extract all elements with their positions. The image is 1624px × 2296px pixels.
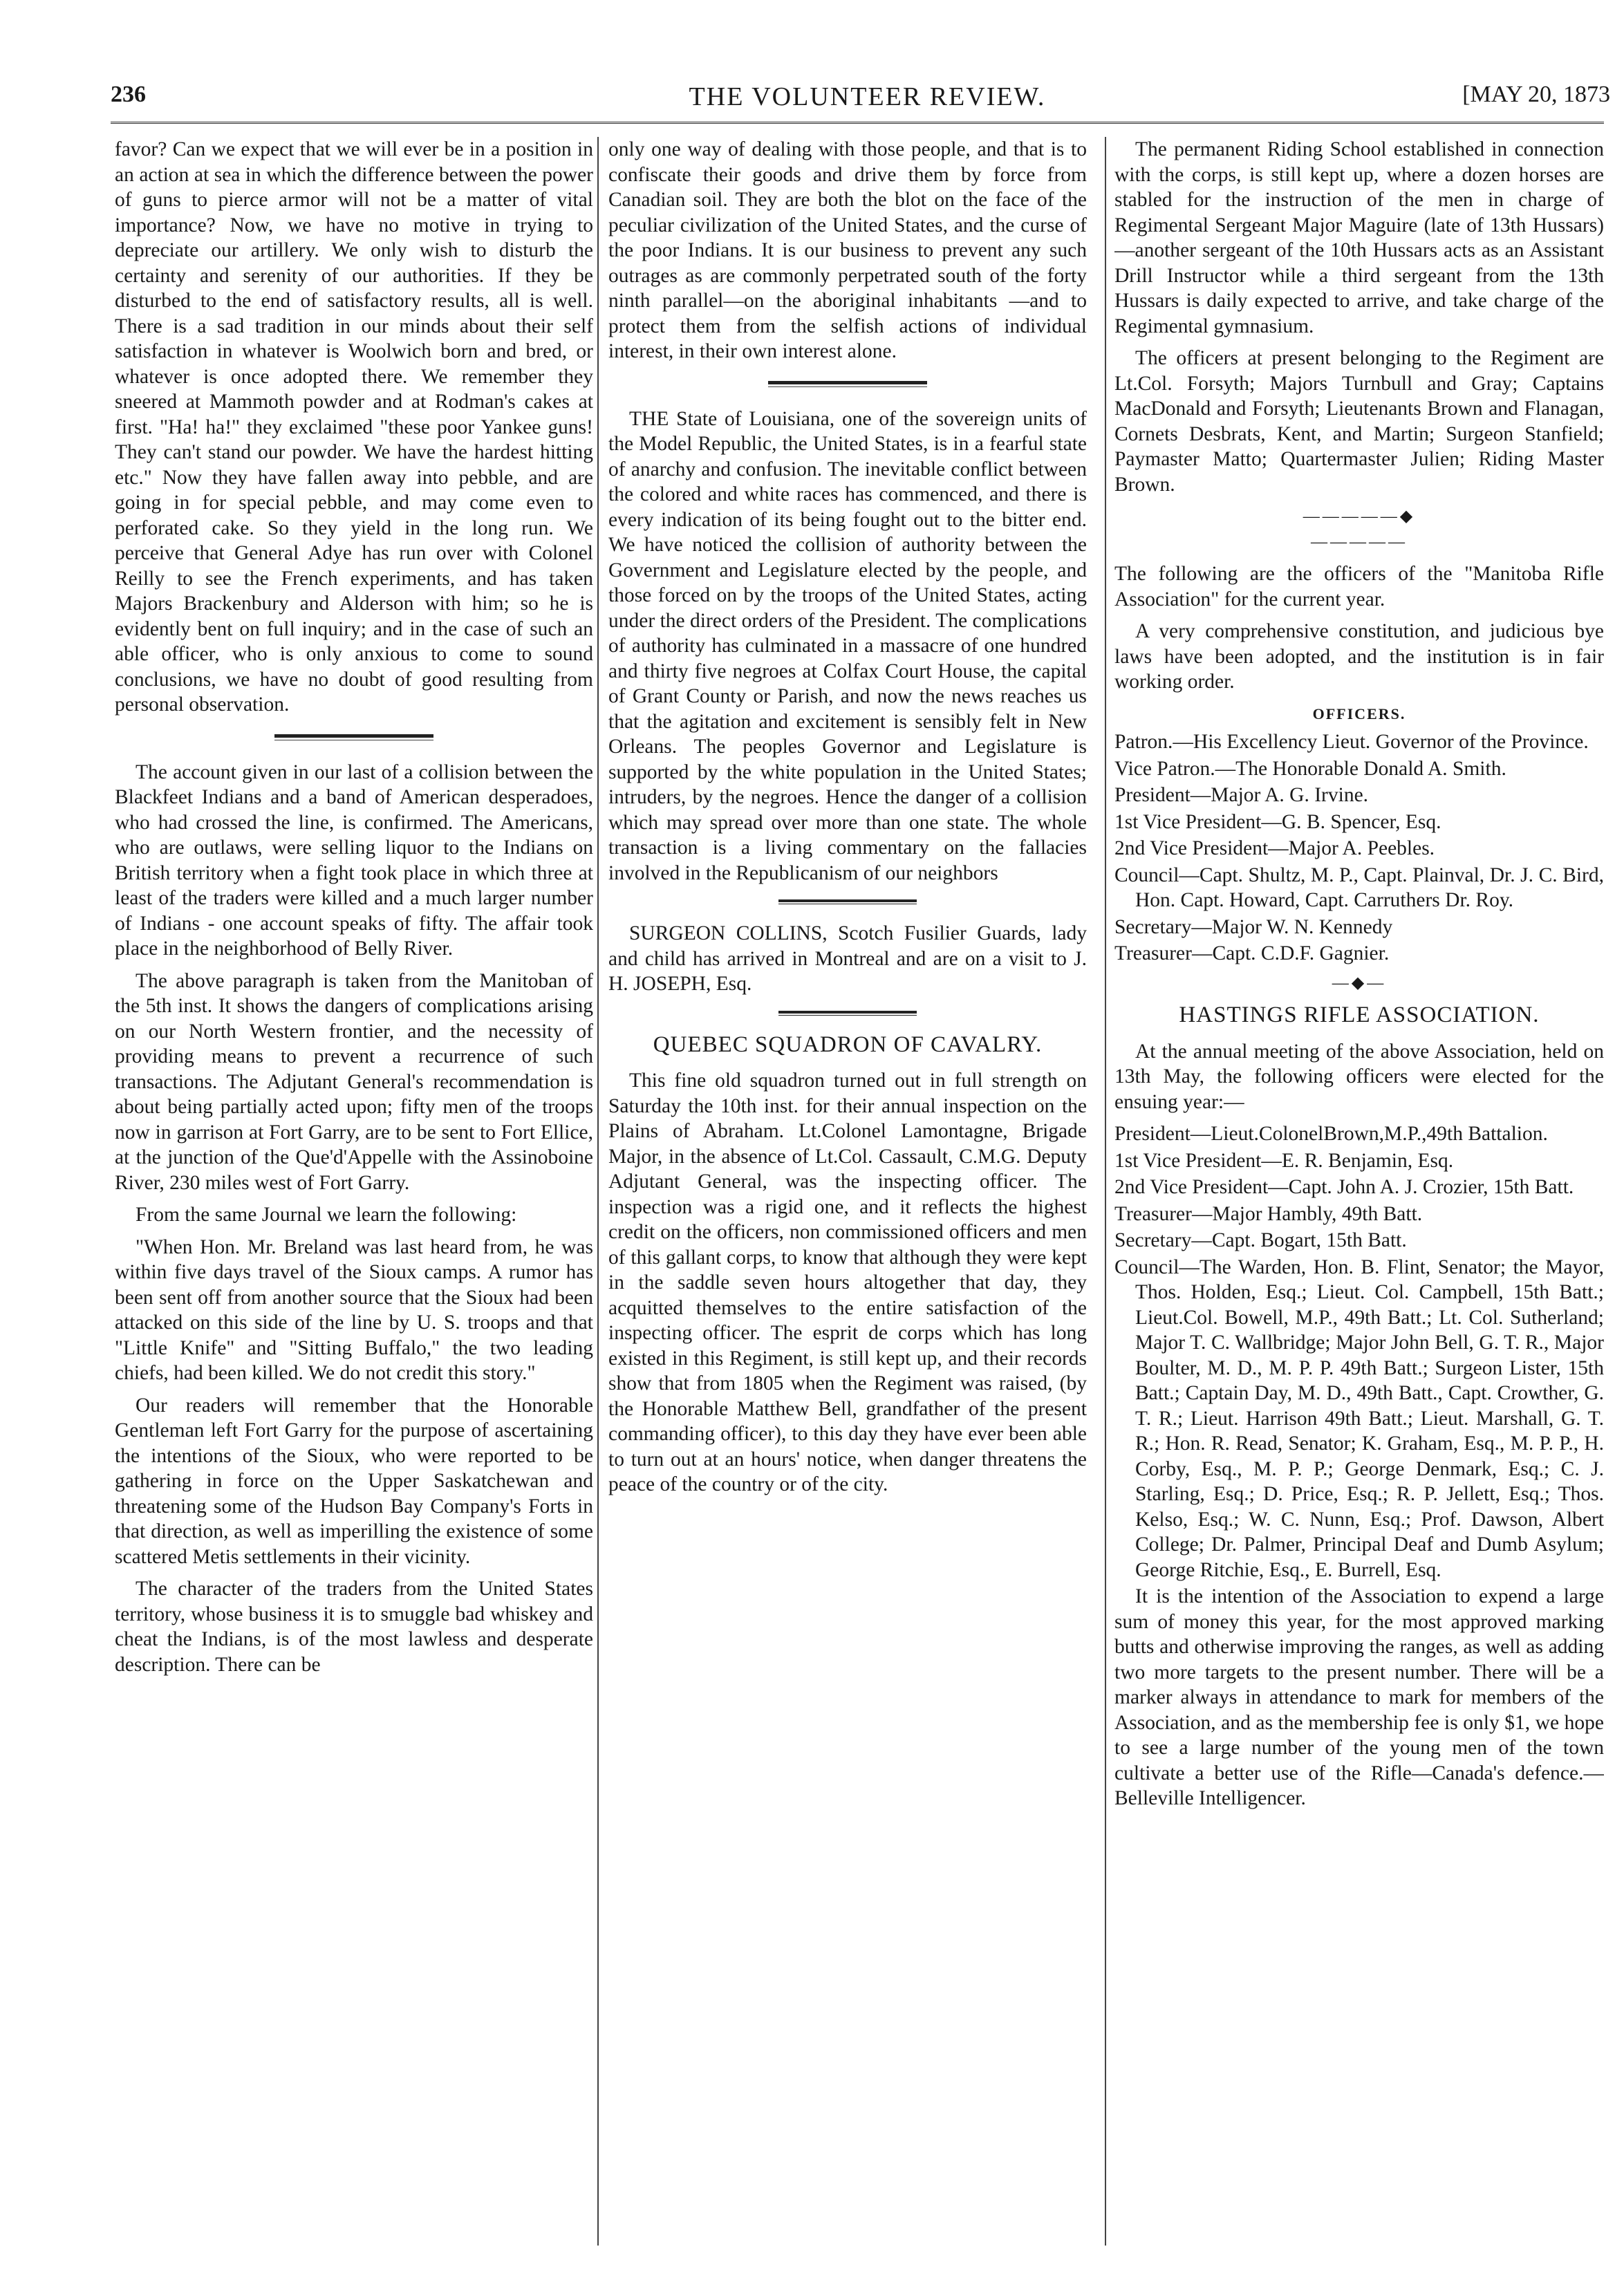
- article-paragraph: SURGEON COLLINS, Scotch Fusilier Guards, lady and child has arrived in Montreal and are on a visit to J. H. JOSEPH, Esq.: [608, 922, 1087, 995]
- article-heading: QUEBEC SQUADRON OF CAVALRY.: [653, 1032, 1043, 1057]
- article-paragraph: THE State of Louisiana, one of the sovereign units of the Model Republic, the United States, is in a fearful state of anarchy and confusion. The inevitable conflict between the colored and white races has commenced, and there is every indication of its being fought out to the bitter end. We have noticed the collision of authority between the Government and Legislature elected by the people, and those forced on by the troops of the United States, acting under the direct orders of the President. The complications of authority has culminated in a massacre of one hundred and thirty five negroes at Colfax Court House, the capital of Grant County or Parish, and now the news reaches us that the agitation and excitement is sensibly felt in New Orleans. The peoples Governor and Legislature is supported by the white population in the United States; intruders, by the negroes. Hence the danger of a collision which may spread over more than one state. The whole transaction is a living commentary on the fallacies involved in the Republicanism of our neighbors: [608, 407, 1087, 884]
- article-paragraph: The character of the traders from the United States territory, whose business it is to smuggle bad whiskey and cheat the Indians, is of the most lawless and desperate description. There can be: [115, 1578, 593, 1676]
- section-divider: —————◆—————: [1303, 507, 1416, 551]
- officer-entry: Patron.—His Excellency Lieut. Governor of the Province.: [1114, 731, 1589, 753]
- officer-entry: Treasurer—Major Hambly, 49th Batt.: [1114, 1202, 1423, 1225]
- issue-date: [MAY 20, 1873: [1462, 82, 1610, 107]
- column-1: [115, 137, 593, 2246]
- article-paragraph: A very comprehensive constitution, and judicious bye laws have been adopted, and the institution is in fair working order.: [1114, 620, 1604, 693]
- article-paragraph: The officers at present belonging to the Regiment are Lt.Col. Forsyth; Majors Turnbull and Gray; Captains MacDonald and Forsyth; Lieutenants Brown and Flanagan, Cornets Desbrats, Kent, and Martin; Surgeon Stanfield; Paymaster Matto; Quartermaster Julien; Riding Master Brown.: [1114, 347, 1604, 496]
- article-separator: [274, 734, 433, 740]
- article-separator: [768, 381, 927, 387]
- officer-entry: 2nd Vice President—Major A. Peebles.: [1114, 837, 1435, 859]
- column-2: [608, 137, 1087, 2246]
- newspaper-title: THE VOLUNTEER REVIEW.: [689, 82, 1046, 111]
- officer-entry: Secretary—Capt. Bogart, 15th Batt.: [1114, 1229, 1407, 1251]
- article-paragraph: The permanent Riding School established in connection with the corps, is still kept up, where a dozen horses are stabled for the instruction of the men in charge of Regimental Sergeant Major Maguire (late of 13th Hussars)—another sergeant of the 10th Hussars acts as an Assistant Drill Instructor while a third sergeant from the 13th Hussars is daily expected to arrive, and take charge of the Regimental gymnasium.: [1114, 138, 1604, 337]
- article-paragraph: From the same Journal we learn the following:: [136, 1204, 517, 1226]
- column-divider: [1105, 137, 1106, 2246]
- officer-entry: Vice Patron.—The Honorable Donald A. Smith.: [1114, 757, 1506, 780]
- officer-entry: Council—The Warden, Hon. B. Flint, Senator; the Mayor, Thos. Holden, Esq.; Lieut. Col. Campbell, 15th Batt.; Lieut.Col. Bowell, M.P., 49th Batt.; Lt. Col. Sutherland; Major T. C. Wallbridge; Major John Bell, G. T. R., Major Boulter, M. D., M. P. P. 49th Batt.; Surgeon Lister, 15th Batt.; Captain Day, M. D., 49th Batt., Capt. Crowther, G. T. R.; Lieut. Harrison 49th Batt.; Lieut. Marshall, G. T. R.; Hon. R. Read, Senator; K. Graham, Esq., M. P. P., H. Corby, Esq., M. P. P.; George Denmark, Esq.; C. J. Starling, Esq.; D. Price, Esq.; R. P. Jellett, Esq.; Thos. Kelso, Esq.; W. C. Nunn, Esq.; Prof. Dawson, Albert College; Dr. Palmer, Principal Deaf and Dumb Asylum; George Ritchie, Esq., E. Burrell, Esq.: [1114, 1256, 1604, 1581]
- article-paragraph: favor? Can we expect that we will ever be in a position in an action at sea in which the difference between the power of guns to pierce armor will not be a matter of vital importance? Now, we have no motive in trying to depreciate our artillery. We only wish to disturb the certainty and serenity of our authorities. If they be disturbed to the end of satisfactory results, all is well. There is a sad tradition in our minds about their self satisfaction in whatever is Woolwich born and bred, or whatever is once adopted there. We remember they sneered at Mammoth powder and at Rodman's cakes at first. "Ha! ha!" they exclaimed "these poor Yankee guns! They can't stand our powder. We have the hardest hitting etc." Now they have fallen away into pebble, and are going in for special pebble, and may come even to perforated cake. So they yield in the long run. We perceive that General Adye has run over with Colonel Reilly to see the French experiments, and has taken Majors Brackenbury and Alderson with him; so he is evidently bent on full inquiry; and in the case of such an able officer, who is only anxious to come to sound conclusions, we have no doubt of good resulting from personal observation.: [115, 138, 593, 716]
- officer-entry: 1st Vice President—G. B. Spencer, Esq.: [1114, 810, 1441, 833]
- officer-entry: Secretary—Major W. N. Kennedy: [1114, 915, 1393, 938]
- article-separator: [778, 899, 917, 904]
- officer-entry: Treasurer—Capt. C.D.F. Gagnier.: [1114, 942, 1390, 964]
- article-heading: HASTINGS RIFLE ASSOCIATION.: [1179, 1002, 1540, 1027]
- article-paragraph: It is the intention of the Association to expend a large sum of money this year, for the most approved marking butts and otherwise improving the ranges, as well as adding two more targets to the present number. There will be a marker always in attendance to mark for members of the Association, and as the membership fee is only $1, we hope to see a large number of the young men of the town cultivate a better use of the Rifle—Canada's defence.—Belleville Intelligencer.: [1114, 1585, 1604, 1809]
- column-3: [1114, 137, 1604, 2246]
- article-paragraph: The following are the officers of the "Manitoba Rifle Association" for the current year.: [1114, 563, 1604, 610]
- article-separator: [778, 1011, 917, 1016]
- article-paragraph: This fine old squadron turned out in full strength on Saturday the 10th inst. for their annual inspection on the Plains of Abraham. Lt.Colonel Lamontagne, Brigade Major, in the absence of Lt.Col. Cassault, C.M.G. Deputy Adjutant General, was the inspecting officer. The inspection was a rigid one, and it reflects the highest credit on the officers, non commissioned officers and men of this gallant corps, to know that although they were kept in the saddle seven hours altogether that day, they acquitted themselves to the entire satisfaction of the inspecting officer. The esprit de corps which has long existed in this Regiment, is still kept up, and their records show that from 1805 when the Regiment was raised, (by the Honorable Matthew Bell, grandfather of the present commanding officer), to this day they have ever been able to turn out at an hours' notice, when danger threatens the peace of the country or of the city.: [608, 1070, 1087, 1495]
- officer-entry: 2nd Vice President—Capt. John A. J. Crozier, 15th Batt.: [1114, 1176, 1574, 1198]
- article-paragraph: At the annual meeting of the above Association, held on 13th May, the following officers were elected for the ensuing year:—: [1114, 1040, 1604, 1113]
- article-paragraph: The account given in our last of a collision between the Blackfeet Indians and a band of American desperadoes, who had crossed the line, is confirmed. The Americans, who are outlaws, were selling liquor to the Indians on British territory when a fight took place in which three at least of the traders were killed and a much larger number of Indians - one account speaks of fifty. The affair took place in the neighborhood of Belly River.: [115, 760, 593, 960]
- officers-heading: OFFICERS.: [1312, 704, 1406, 722]
- header-rule: [111, 122, 1604, 124]
- column-divider: [597, 137, 599, 2246]
- officer-entry: President—Lieut.ColonelBrown,M.P.,49th Battalion.: [1114, 1123, 1548, 1145]
- officer-entry: 1st Vice President—E. R. Benjamin, Esq.: [1114, 1149, 1454, 1172]
- article-quote: "When Hon. Mr. Breland was last heard from, he was within five days travel of the Sioux camps. A rumor has been sent off from another source that the Sioux had been attacked on this side of the line by U. S. troops and that "Little Knife" and "Sitting Buffalo," the two leading chiefs, had been killed. We do not credit this story.": [115, 1235, 593, 1384]
- page-number: 236: [111, 82, 146, 107]
- officer-entry: Council—Capt. Shultz, M. P., Capt. Plainval, Dr. J. C. Bird, Hon. Capt. Howard, Capt. Carruthers Dr. Roy.: [1114, 864, 1604, 911]
- article-paragraph: The above paragraph is taken from the Manitoban of the 5th inst. It shows the dangers of complications arising on our North Western frontier, and the necessity of providing means to prevent a recurrence of such transactions. The Adjutant General's recommendation is about being partially acted upon; fifty men of the troops now in garrison at Fort Garry, are to be sent to Fort Ellice, at the junction of the Que'd'Appelle with the Assinoboine River, 230 miles west of Fort Garry.: [115, 969, 593, 1194]
- section-divider: —◆—: [1332, 973, 1387, 992]
- officer-entry: President—Major A. G. Irvine.: [1114, 784, 1369, 806]
- article-paragraph: only one way of dealing with those people, and that is to confiscate their goods and drive them by force from Canadian soil. They are both the blot on the face of the peculiar civilization of the United States, and the curse of the poor Indians. It is our business to prevent any such outrages as are commonly perpetrated south of the forty ninth parallel—on the aboriginal inhabitants —and to protect them from the selfish actions of individual interest, in their own interest alone.: [608, 138, 1087, 362]
- article-paragraph: Our readers will remember that the Honorable Gentleman left Fort Garry for the purpose of ascertaining the intentions of the Sioux, who were reported to be gathering in force on the Upper Saskatchewan and threatening some of the Hudson Bay Company's Forts in that direction, as well as imperilling the existence of some scattered Metis settlements in their vicinity.: [115, 1394, 593, 1568]
